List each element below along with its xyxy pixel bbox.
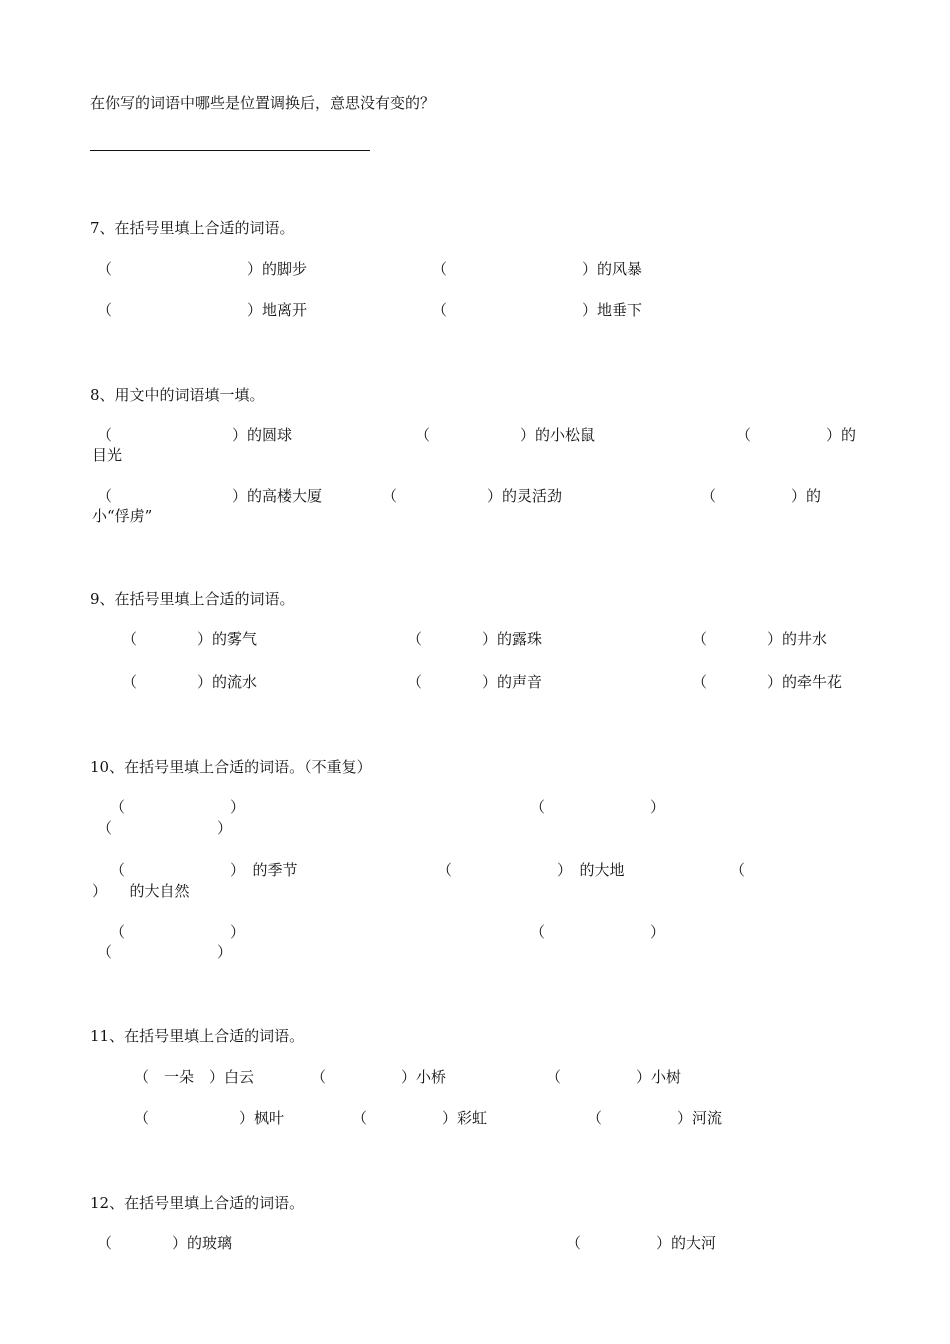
intro-question: 在你写的词语中哪些是位置调换后，意思没有变的？ <box>90 94 436 112</box>
q10-blank-6-open[interactable]: （ <box>730 861 746 879</box>
q8-title: 8、用文中的词语填一填。 <box>90 386 265 404</box>
q12-blank-1[interactable]: （ ）的玻璃 <box>97 1234 233 1252</box>
q7-blank-3[interactable]: （ ）地离开 <box>97 301 308 319</box>
q10-blank-1[interactable]: （ ） <box>110 798 246 816</box>
q11-blank-5[interactable]: （ ）彩虹 <box>352 1109 488 1127</box>
q10-blank-2[interactable]: （ ） <box>530 798 666 816</box>
q10-blank-4[interactable]: （ ） 的季节 <box>110 861 298 879</box>
q10-blank-7[interactable]: （ ） <box>110 923 246 941</box>
answer-line[interactable] <box>90 150 370 151</box>
q11-blank-6[interactable]: （ ）河流 <box>587 1109 723 1127</box>
q8-blank-5[interactable]: （ ）的灵活劲 <box>382 487 563 505</box>
q11-title: 11、在括号里填上合适的词语。 <box>90 1027 305 1045</box>
q9-title: 9、在括号里填上合适的词语。 <box>90 590 295 608</box>
q8-blank-6[interactable]: （ ）的 <box>701 487 822 505</box>
q10-blank-8[interactable]: （ ） <box>530 923 666 941</box>
q11-blank-2[interactable]: （ ）小桥 <box>311 1068 447 1086</box>
q11-blank-3[interactable]: （ ）小树 <box>546 1068 682 1086</box>
q8-blank-1[interactable]: （ ）的圆球 <box>97 426 293 444</box>
q11-blank-1: （ 一朵 ）白云 <box>134 1068 255 1086</box>
q10-blank-5[interactable]: （ ） 的大地 <box>437 861 625 879</box>
q9-blank-4[interactable]: （ ）的流水 <box>122 673 258 691</box>
q7-blank-1[interactable]: （ ）的脚步 <box>97 260 308 278</box>
q10-blank-3[interactable]: （ ） <box>97 819 233 837</box>
q7-title: 7、在括号里填上合适的词语。 <box>90 219 295 237</box>
q10-blank-9[interactable]: （ ） <box>97 943 233 961</box>
q9-blank-2[interactable]: （ ）的露珠 <box>407 630 543 648</box>
q8-blank-3[interactable]: （ ）的 <box>736 426 857 444</box>
q8-wrap-2: 小“俘虏” <box>92 507 153 525</box>
q8-wrap-1: 目光 <box>92 446 123 464</box>
q8-blank-4[interactable]: （ ）的高楼大厦 <box>97 487 323 505</box>
q9-blank-1[interactable]: （ ）的雾气 <box>122 630 258 648</box>
q12-title: 12、在括号里填上合适的词语。 <box>90 1194 305 1212</box>
q9-blank-3[interactable]: （ ）的井水 <box>692 630 828 648</box>
q9-blank-5[interactable]: （ ）的声音 <box>407 673 543 691</box>
q10-blank-6-close: ） 的大自然 <box>92 882 190 900</box>
q7-blank-2[interactable]: （ ）的风暴 <box>432 260 643 278</box>
q10-title: 10、在括号里填上合适的词语。（不重复） <box>90 758 372 776</box>
q9-blank-6[interactable]: （ ）的牵牛花 <box>692 673 843 691</box>
q12-blank-2[interactable]: （ ）的大河 <box>566 1234 717 1252</box>
q7-blank-4[interactable]: （ ）地垂下 <box>432 301 643 319</box>
q8-blank-2[interactable]: （ ）的小松鼠 <box>415 426 596 444</box>
q11-blank-4[interactable]: （ ）枫叶 <box>134 1109 285 1127</box>
